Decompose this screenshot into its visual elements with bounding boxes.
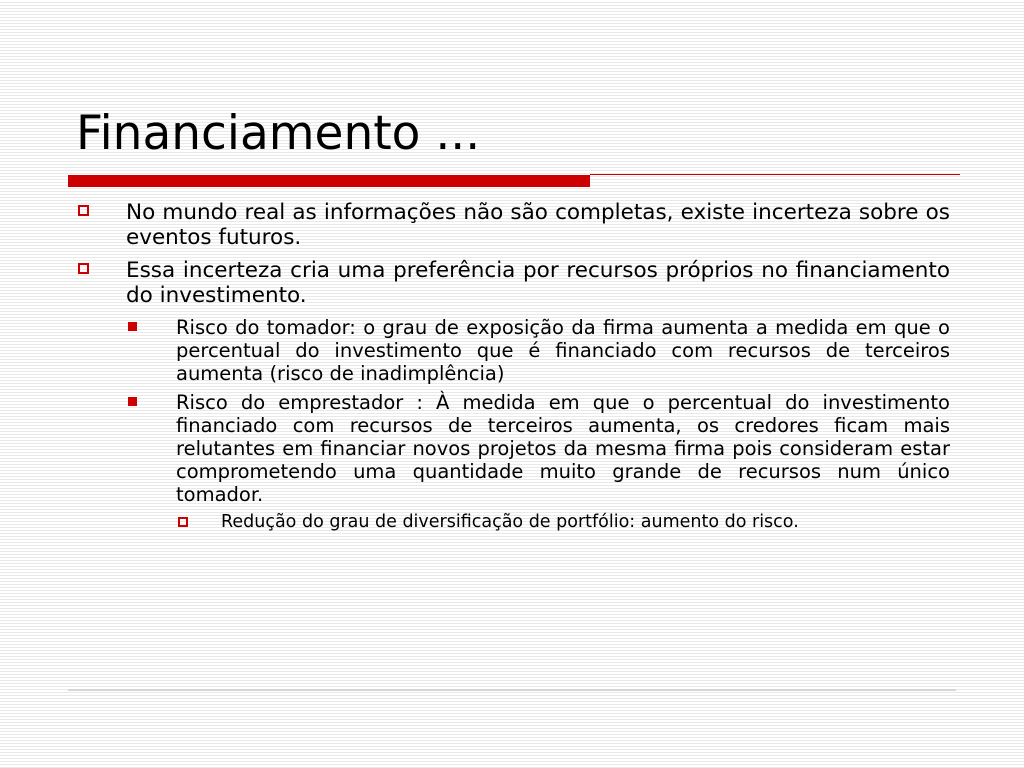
sub-bullet-item-risco-tomador <box>126 316 950 385</box>
sub-sub-bullet-text: Redução do grau de diversificação de portfólio: aumento do risco. <box>221 512 799 532</box>
hollow-square-bullet-icon <box>76 200 92 225</box>
bullet-item-incerteza <box>76 200 950 250</box>
hollow-square-bullet-icon <box>176 512 190 533</box>
hollow-square-bullet-icon <box>76 258 92 283</box>
bullet-text: No mundo real as informações não são completas, existe incerteza sobre os eventos futuros. <box>126 200 950 250</box>
sub-bullet-item-risco-emprestador <box>126 391 950 506</box>
filled-square-bullet-icon <box>126 316 140 339</box>
bullet-item-preferencia <box>76 258 950 308</box>
sub-bullet-text: Risco do emprestador : À medida em que o percentual do investimento financiado com recursos de terceiros aumenta, os credores ficam mais relutantes em financiar novos projetos da mesma firma pois consideram estar comprometendo uma quantidade muito grande de recursos num único tomador. <box>176 391 950 506</box>
footer-divider <box>68 689 956 691</box>
slide-title: Financiamento ... <box>76 106 481 161</box>
bullet-list <box>76 200 950 539</box>
sub-bullet-text: Risco do tomador: o grau de exposição da firma aumenta a medida em que o percentual do investimento que é financiado com recursos de terceiros aumenta (risco de inadimplência) <box>176 316 950 385</box>
filled-square-bullet-icon <box>126 391 140 414</box>
title-underline-thick <box>68 175 590 187</box>
sub-sub-bullet-item-diversificacao <box>176 512 950 533</box>
bullet-text: Essa incerteza cria uma preferência por recursos próprios no financiamento do investimento. <box>126 258 950 308</box>
title-underline-thin <box>590 174 960 175</box>
